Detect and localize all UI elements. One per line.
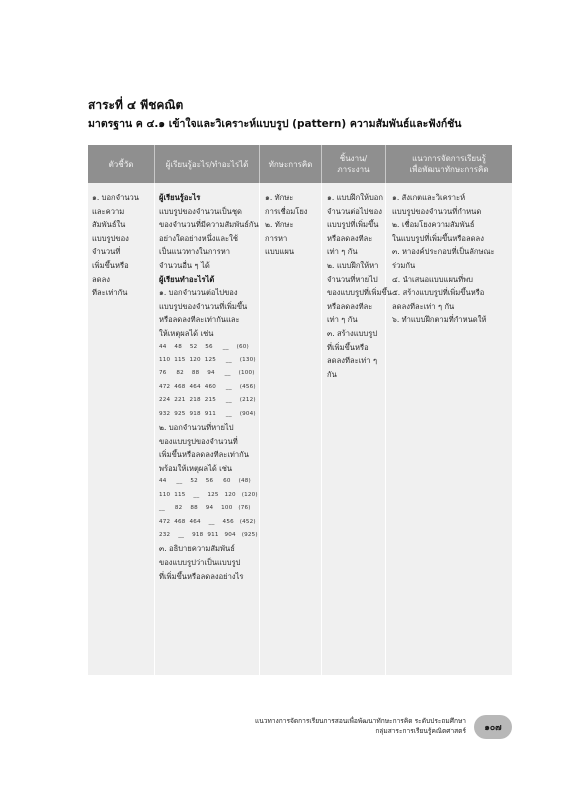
- indicator-line: ๑. บอกจำนวน: [92, 193, 139, 202]
- header-skills: [260, 145, 322, 183]
- skill-line: ๒. ทักษะ: [265, 220, 294, 230]
- table-header: [88, 145, 512, 183]
- task-line: ๓. สร้างแบบรูป: [327, 328, 378, 338]
- header-learning-label: ผู้เรียนรู้อะไร/ทำอะไรได้: [165, 159, 249, 169]
- learning-line: อย่างใดอย่างหนึ่งและใช้: [159, 233, 238, 243]
- indicator-line: ลดลง: [92, 274, 110, 284]
- learning-line: ให้เหตุผลได้ เช่น: [159, 328, 214, 338]
- sequence-example: 110 115 120 125 __ (130): [159, 356, 256, 363]
- approach-line: ลดลงทีละเท่า ๆ กัน: [392, 301, 455, 311]
- task-line: ของแบบรูปที่เพิ่มขึ้น: [327, 288, 392, 298]
- sequence-example: 472 468 464 460 __ (456): [159, 383, 256, 390]
- learning-line: แบบรูปของจำนวนที่เพิ่มขึ้น: [159, 301, 248, 311]
- header-tasks-label-2: ภาระงาน: [337, 165, 370, 174]
- learning-subheading: ผู้เรียนทำอะไรได้: [159, 274, 215, 284]
- sequence-example: 44 __ 52 56 60 (48): [159, 478, 251, 485]
- indicator-line: จำนวนที่: [92, 247, 121, 257]
- sequence-example: 472 468 464 __ 456 (452): [159, 518, 256, 525]
- footer-title: แนวทางการจัดการเรียนการสอนเพื่อพัฒนาทักษะการคิด ระดับประถมศึกษา: [255, 717, 466, 725]
- learning-line: ของแบบรูปของจำนวนที่: [159, 436, 238, 446]
- skills-column: [260, 183, 322, 675]
- learning-subheading: ผู้เรียนรู้อะไร: [159, 193, 201, 202]
- skill-line: การเชื่อมโยง: [265, 206, 308, 216]
- task-line: ๒. แบบฝึกให้หา: [327, 260, 379, 270]
- page-footer: [248, 716, 466, 736]
- sequence-example: 44 48 52 56 __ (60): [159, 343, 249, 350]
- task-line: ๑. แบบฝึกให้บอก: [327, 193, 383, 202]
- approach-line: ๒. เชื่อมโยงความสัมพันธ์: [392, 220, 475, 230]
- task-line: ที่เพิ่มขึ้นหรือ: [327, 342, 369, 352]
- indicator-line: และความ: [92, 206, 125, 216]
- sequence-example: 224 221 218 215 __ (212): [159, 397, 256, 404]
- learning-line: ๒. บอกจำนวนที่หายไป: [159, 422, 234, 432]
- learning-line: ของแบบรูปว่าเป็นแบบรูป: [159, 557, 241, 567]
- indicator-column: [88, 183, 155, 675]
- task-line: ลดลงทีละเท่า ๆ: [327, 356, 378, 366]
- task-line: กัน: [327, 369, 337, 379]
- learning-column: [155, 183, 260, 675]
- header-indicator-label: ตัวชี้วัด: [108, 159, 134, 169]
- standard-title: มาตรฐาน ค ๔.๑ เข้าใจและวิเคราะห์แบบรูป (pattern) ความสัมพันธ์และฟังก์ชัน: [88, 118, 462, 130]
- tasks-column: [322, 183, 392, 675]
- task-line: จำนวนต่อไปของ: [327, 206, 382, 216]
- sequence-example: 110 115 __ 125 120 (120): [159, 491, 258, 498]
- page-number-badge: [474, 715, 512, 739]
- task-line: เท่า ๆ กัน: [327, 247, 358, 257]
- header-tasks-label-1: ชิ้นงาน/: [339, 154, 368, 163]
- skill-line: การหา: [265, 233, 288, 243]
- header-indicator: [88, 145, 155, 183]
- footer-subtitle: กลุ่มสาระการเรียนรู้คณิตศาสตร์: [375, 727, 466, 735]
- indicator-line: เพิ่มขึ้นหรือ: [92, 260, 129, 270]
- header-tasks: [322, 145, 386, 183]
- header-learning: [155, 145, 260, 183]
- indicator-line: แบบรูปของ: [92, 233, 129, 243]
- learning-line: จำนวนอื่น ๆ ได้: [159, 260, 210, 270]
- learning-line: หรือลดลงทีละเท่ากันและ: [159, 315, 240, 325]
- sequence-example: 76 82 88 94 __ (100): [159, 370, 255, 377]
- approach-line: ร่วมกัน: [392, 260, 416, 270]
- learning-line: ของจำนวนที่มีความสัมพันธ์กัน: [159, 220, 259, 230]
- page-heading: [88, 98, 508, 131]
- strand-title: สาระที่ ๔ พีชคณิต: [88, 98, 184, 112]
- header-skills-label: ทักษะการคิด: [268, 159, 313, 169]
- approach-line: ในแบบรูปที่เพิ่มขึ้นหรือลดลง: [392, 233, 484, 243]
- sequence-example: 932 925 918 911 __ (904): [159, 410, 256, 417]
- approach-line: ๖. ทำแบบฝึกตามที่กำหนดให้: [392, 315, 487, 325]
- approach-column: [386, 183, 512, 675]
- learning-line: เป็นแนวทางในการหา: [159, 247, 231, 257]
- header-approach-label-2: เพื่อพัฒนาทักษะการคิด: [409, 165, 489, 174]
- table-body: [88, 183, 512, 675]
- header-approach-label-1: แนวการจัดการเรียนรู้: [412, 154, 486, 163]
- indicator-line: สัมพันธ์ใน: [92, 220, 126, 230]
- curriculum-table: [88, 145, 512, 675]
- approach-line: ๕. สร้างแบบรูปที่เพิ่มขึ้นหรือ: [392, 288, 485, 298]
- task-line: จำนวนที่หายไป: [327, 274, 378, 284]
- task-line: หรือลดลงทีละ: [327, 233, 373, 243]
- page-number: ๑๐๗: [484, 723, 502, 733]
- task-line: เท่า ๆ กัน: [327, 315, 358, 325]
- indicator-line: ทีละเท่ากัน: [92, 288, 128, 298]
- task-line: หรือลดลงทีละ: [327, 301, 373, 311]
- approach-line: แบบรูปของจำนวนที่กำหนด: [392, 206, 482, 216]
- sequence-example: 232 __ 918 911 904 (925): [159, 531, 258, 538]
- skill-line: แบบแผน: [265, 247, 295, 257]
- approach-line: ๔. นำเสนอแบบแผนที่พบ: [392, 274, 473, 284]
- approach-line: ๑. สังเกตและวิเคราะห์: [392, 193, 466, 202]
- learning-line: เพิ่มขึ้นหรือลดลงทีละเท่ากัน: [159, 450, 249, 460]
- learning-line: ๓. อธิบายความสัมพันธ์: [159, 544, 235, 554]
- header-approach: [386, 145, 512, 183]
- sequence-example: __ 82 88 94 100 (76): [159, 505, 251, 512]
- learning-line: ๑. บอกจำนวนต่อไปของ: [159, 288, 238, 298]
- approach-line: ๓. หาองค์ประกอบที่เป็นลักษณะ: [392, 247, 495, 257]
- skill-line: ๑. ทักษะ: [265, 193, 294, 202]
- learning-line: พร้อมให้เหตุผลได้ เช่น: [159, 463, 233, 473]
- task-line: แบบรูปที่เพิ่มขึ้น: [327, 220, 379, 230]
- learning-line: แบบรูปของจำนวนเป็นชุด: [159, 206, 242, 216]
- learning-line: ที่เพิ่มขึ้นหรือลดลงอย่างไร: [159, 571, 244, 581]
